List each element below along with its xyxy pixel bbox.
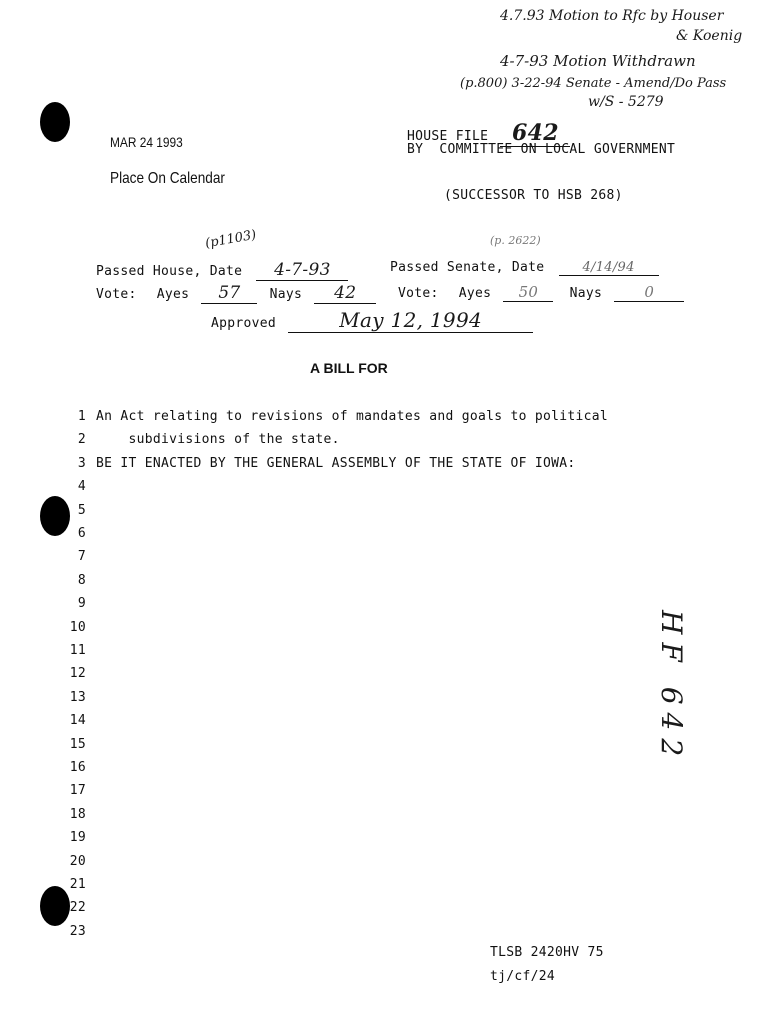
approved-row [211, 308, 533, 333]
house-vote-row [96, 283, 376, 304]
house-date: 4-7-93 [256, 260, 348, 281]
line-number: 8 [77, 573, 86, 588]
line-number: 17 [69, 783, 86, 798]
line-number: 3 [77, 456, 86, 471]
line-number: 22 [69, 900, 86, 915]
senate-page-note: (p. 2622) [490, 234, 541, 247]
passed-house-label: Passed House, Date [96, 264, 243, 279]
punch-hole-top [40, 102, 70, 142]
approved-date: May 12, 1994 [288, 308, 533, 333]
line-number: 9 [77, 596, 86, 611]
line-number: 10 [69, 620, 86, 635]
senate-ayes-label: Ayes [458, 286, 492, 301]
line-number: 18 [69, 807, 86, 822]
line-number: 11 [69, 643, 86, 658]
handwritten-note-4: w/S - 5279 [588, 94, 664, 110]
passed-senate-row [390, 260, 659, 276]
passed-senate-label: Passed Senate, Date [390, 260, 545, 275]
house-vote-label: Vote: [96, 287, 137, 302]
senate-vote-label: Vote: [398, 286, 439, 301]
line-number: 20 [69, 854, 86, 869]
line-number: 1 [77, 409, 86, 424]
committee-line [407, 142, 675, 157]
line-number: 2 [77, 432, 86, 447]
received-date-stamp: MAR 24 1993 [110, 134, 183, 150]
handwritten-note-1b: & Koenig [676, 28, 743, 44]
line-number: 19 [69, 830, 86, 845]
handwritten-note-2: 4-7-93 Motion Withdrawn [500, 52, 696, 70]
line-number: 15 [69, 737, 86, 752]
senate-date: 4/14/94 [559, 260, 659, 276]
approved-label: Approved [211, 316, 277, 331]
line-number: 5 [77, 503, 86, 518]
house-ayes-count: 57 [201, 283, 257, 304]
house-ayes-label: Ayes [156, 287, 190, 302]
line-number: 21 [69, 877, 86, 892]
senate-nays-count: 0 [614, 283, 684, 302]
senate-ayes-count: 50 [503, 283, 553, 302]
line-number: 14 [69, 713, 86, 728]
drafter-initials: tj/cf/24 [490, 969, 556, 984]
line-number: 13 [69, 690, 86, 705]
passed-house-row [96, 260, 348, 281]
handwritten-note-1: 4.7.93 Motion to Rfc by Houser [500, 8, 724, 24]
tlsb-code: TLSB 2420HV 75 [490, 945, 604, 960]
handwritten-note-3: (p.800) 3-22-94 Senate - Amend/Do Pass [460, 76, 727, 91]
house-nays-label: Nays [269, 287, 303, 302]
bill-line-text: BE IT ENACTED BY THE GENERAL ASSEMBLY OF THE STATE OF IOWA: [96, 456, 576, 471]
successor-note: (SUCCESSOR TO HSB 268) [444, 188, 623, 203]
house-file-number: 642 [500, 120, 570, 147]
house-nays-count: 42 [314, 283, 376, 304]
house-file-label: HOUSE FILE [407, 129, 489, 144]
calendar-stamp: Place On Calendar [110, 170, 225, 187]
by-label: BY [407, 142, 424, 157]
senate-nays-label: Nays [569, 286, 603, 301]
bill-line-text: subdivisions of the state. [96, 432, 340, 447]
bill-line-text: An Act relating to revisions of mandates and goals to political [96, 409, 608, 424]
senate-vote-row [398, 283, 684, 302]
line-number: 12 [69, 666, 86, 681]
house-page-note: (p1103) [204, 227, 258, 252]
line-number: 4 [77, 479, 86, 494]
line-number: 16 [69, 760, 86, 775]
line-number: 23 [69, 924, 86, 939]
committee-name: COMMITTEE ON LOCAL GOVERNMENT [439, 142, 676, 157]
line-number: 7 [77, 549, 86, 564]
bill-title: A BILL FOR [310, 360, 388, 376]
line-number: 6 [77, 526, 86, 541]
handwritten-side-note: HF 642 [655, 610, 688, 765]
